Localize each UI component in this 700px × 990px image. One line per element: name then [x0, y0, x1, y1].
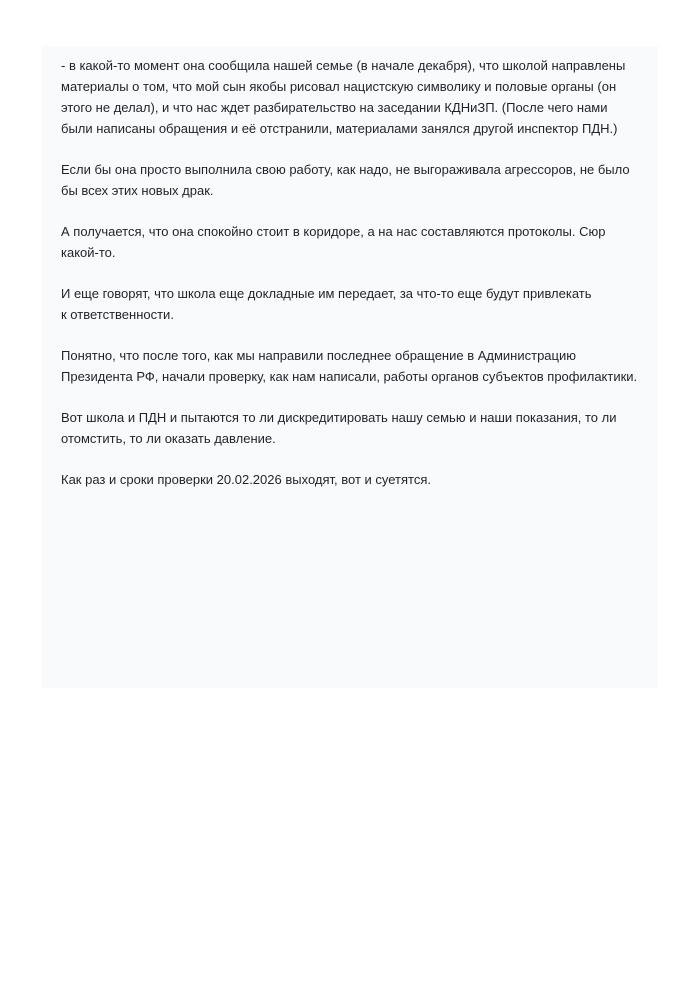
message-panel — [42, 46, 658, 688]
message-paragraph: Вот школа и ПДН и пытаются то ли дискредитировать нашу семью и наши показания, то ли отомстить, то ли оказать давление. — [61, 410, 617, 446]
message-paragraph: - в какой-то момент она сообщила нашей семье (в начале декабря), что школой направлены материалы о том, что мой сын якобы рисовал нацистскую символику и половые органы (он этого не делал), и что нас ждет разбирательство на заседании КДНиЗП. (После чего нами были написаны обращения и её отстранили, материалами занялся другой инспектор ПДН.) — [61, 58, 626, 136]
message-paragraph: Как раз и сроки проверки 20.02.2026 выходят, вот и суетятся. — [61, 472, 431, 487]
message-paragraph: А получается, что она спокойно стоит в коридоре, а на нас составляются протоколы. Сюр какой-то. — [61, 224, 606, 260]
message-paragraph: Понятно, что после того, как мы направили последнее обращение в Администрацию Президента РФ, начали проверку, как нам написали, работы органов субъектов профилактики. — [61, 348, 638, 384]
message-paragraph: И еще говорят, что школа еще докладные им передает, за что-то еще будут привлекать к ответственности. — [61, 286, 592, 322]
message-paragraph: Если бы она просто выполнила свою работу, как надо, не выгораживала агрессоров, не было бы всех этих новых драк. — [61, 162, 630, 198]
